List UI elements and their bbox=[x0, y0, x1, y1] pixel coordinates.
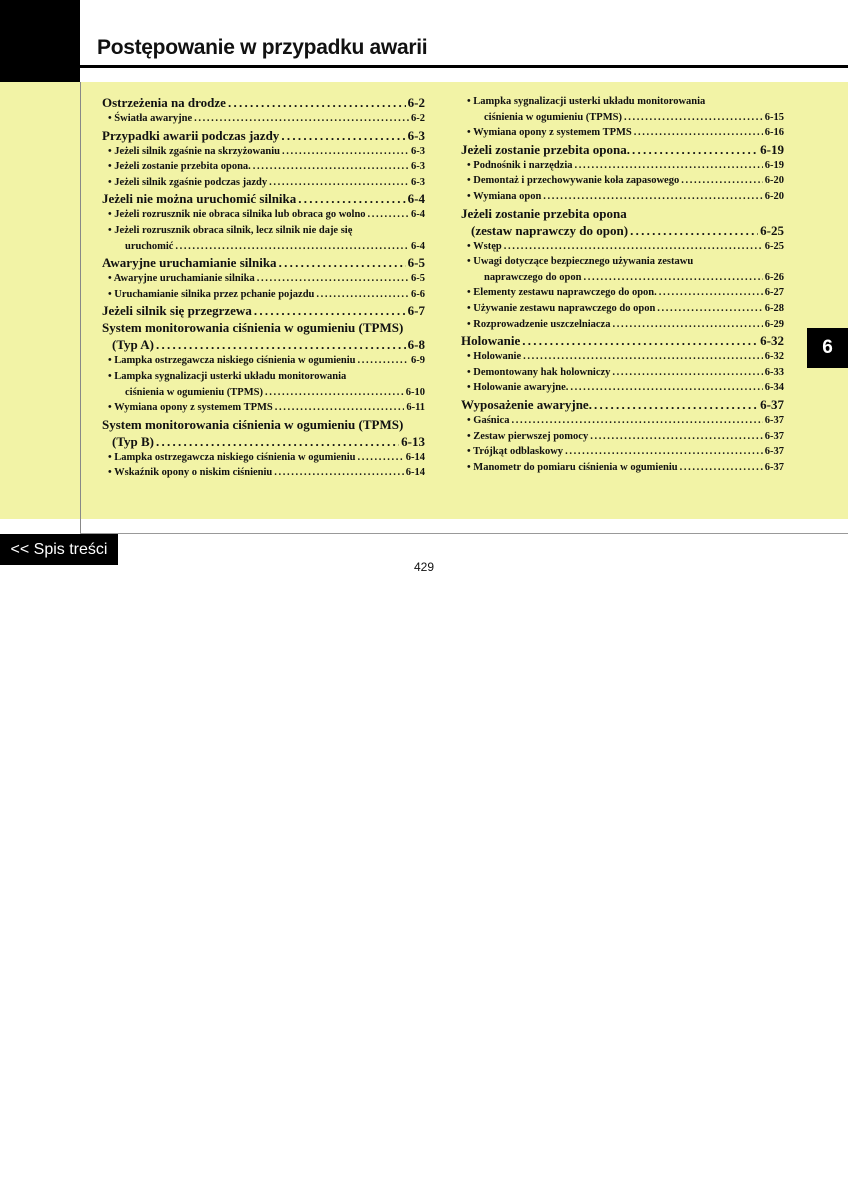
toc-subentry[interactable] bbox=[102, 450, 425, 466]
toc-page-number: 6-3 bbox=[411, 176, 425, 188]
dot-leader bbox=[358, 353, 409, 369]
toc-entry-title: uruchomić bbox=[125, 240, 174, 252]
dot-leader bbox=[594, 396, 758, 413]
toc-entry-title: (Typ A) bbox=[112, 337, 155, 353]
dot-leader bbox=[612, 365, 762, 381]
toc-subentry[interactable] bbox=[461, 270, 784, 286]
toc-section-entry[interactable] bbox=[102, 190, 425, 207]
toc-page-number: 6-33 bbox=[764, 366, 784, 378]
dot-leader bbox=[504, 239, 763, 255]
toc-page-number: 6-8 bbox=[407, 337, 425, 353]
toc-entry-title: • Manometr do pomiaru ciśnienia w ogumieniu bbox=[467, 461, 678, 473]
toc-entry-title: • Jeżeli silnik zgaśnie na skrzyżowaniu bbox=[108, 145, 280, 157]
toc-page-number: 6-3 bbox=[411, 161, 425, 173]
toc-subentry[interactable] bbox=[461, 239, 784, 255]
toc-entry-title: • Rozprowadzenie uszczelniacza bbox=[467, 318, 611, 330]
toc-subentry[interactable] bbox=[461, 317, 784, 333]
toc-entry-title: (zestaw naprawczy do opon) bbox=[471, 222, 629, 238]
toc-page-number: 6-37 bbox=[764, 446, 784, 458]
toc-entry-title: • Światła awaryjne bbox=[108, 113, 193, 124]
toc-subentry[interactable] bbox=[461, 380, 784, 396]
dot-leader bbox=[281, 127, 405, 144]
dot-leader bbox=[570, 380, 762, 396]
toc-entry-title: • Gaśnica bbox=[467, 414, 510, 426]
toc-subentry[interactable] bbox=[102, 159, 425, 175]
toc-subentry[interactable] bbox=[461, 285, 784, 301]
toc-entry-title: ciśnienia w ogumieniu (TPMS) bbox=[484, 111, 622, 123]
toc-subentry bbox=[102, 223, 425, 239]
toc-page-number: 6-19 bbox=[760, 141, 784, 157]
dot-leader bbox=[156, 336, 406, 353]
toc-entry-title: • Lampka ostrzegawcza niskiego ciśnienia w ogumieniu bbox=[108, 451, 356, 463]
dot-leader bbox=[632, 141, 758, 158]
toc-page-number: 6-6 bbox=[411, 288, 425, 300]
toc-subentry bbox=[102, 369, 425, 385]
dot-leader bbox=[634, 125, 763, 141]
dot-leader bbox=[590, 429, 763, 445]
toc-page-number: 6-4 bbox=[411, 209, 425, 221]
toc-entry-title: • Uwagi dotyczące bezpiecznego używania zestawu bbox=[467, 256, 694, 268]
toc-page-number: 6-37 bbox=[764, 414, 784, 426]
dot-leader bbox=[194, 111, 409, 127]
dot-leader bbox=[275, 400, 405, 416]
toc-entry-title: • Elementy zestawu naprawczego do opon. bbox=[467, 287, 657, 299]
toc-entry-title: • Podnośnik i narzędzia bbox=[467, 159, 573, 171]
toc-entry-title: Przypadki awarii podczas jazdy bbox=[102, 127, 280, 143]
toc-page-number: 6-20 bbox=[764, 190, 784, 202]
toc-subentry[interactable] bbox=[461, 460, 784, 476]
toc-subentry[interactable] bbox=[102, 385, 425, 401]
toc-section-entry[interactable] bbox=[461, 396, 784, 413]
page-number: 429 bbox=[413, 560, 435, 574]
toc-section-entry[interactable] bbox=[102, 302, 425, 319]
toc-subentry[interactable] bbox=[461, 173, 784, 189]
dot-leader bbox=[523, 349, 763, 365]
toc-entry-title: • Lampka ostrzegawcza niskiego ciśnienia w ogumieniu bbox=[108, 355, 356, 367]
dot-leader bbox=[265, 385, 404, 401]
header-rule bbox=[80, 65, 848, 68]
toc-page-number: 6-4 bbox=[407, 191, 425, 207]
dot-leader bbox=[543, 189, 762, 205]
toc-page-number: 6-2 bbox=[407, 95, 425, 110]
toc-entry-title: • Jeżeli silnik zgaśnie podczas jazdy bbox=[108, 176, 268, 188]
toc-section-entry[interactable] bbox=[102, 254, 425, 271]
chapter-tab[interactable]: 6 bbox=[807, 328, 848, 368]
dot-leader bbox=[522, 332, 758, 349]
dot-leader bbox=[253, 159, 409, 175]
toc-page-number: 6-11 bbox=[406, 402, 425, 414]
toc-entry-title: • Jeżeli rozrusznik obraca silnik, lecz silnik nie daje się bbox=[108, 224, 353, 236]
dot-leader bbox=[657, 301, 762, 317]
toc-section-entry[interactable] bbox=[461, 141, 784, 158]
toc-section-entry[interactable] bbox=[461, 332, 784, 349]
toc-entry-title: System monitorowania ciśnienia w ogumieniu (TPMS) bbox=[102, 416, 404, 432]
toc-subentry[interactable] bbox=[102, 271, 425, 287]
dot-leader bbox=[316, 287, 409, 303]
toc-page-number: 6-32 bbox=[764, 351, 784, 363]
toc-entry-title: • Wskaźnik opony o niskim ciśnieniu bbox=[108, 467, 273, 479]
toc-entry-title: • Wymiana opony z systemem TPMS bbox=[108, 402, 273, 414]
toc-page-number: 6-37 bbox=[760, 396, 784, 412]
toc-page-number: 6-34 bbox=[764, 382, 784, 394]
toc-page-number: 6-4 bbox=[411, 240, 425, 252]
toc-entry-title: Ostrzeżenia na drodze bbox=[102, 95, 226, 110]
toc-subentry[interactable] bbox=[102, 353, 425, 369]
toc-section-entry[interactable] bbox=[102, 336, 425, 353]
toc-entry-title: • Demontowany hak holowniczy bbox=[467, 366, 611, 378]
corner-block bbox=[0, 0, 80, 82]
toc-entry-title: • Zestaw pierwszej pomocy bbox=[467, 430, 589, 442]
toc-page-number: 6-19 bbox=[764, 159, 784, 171]
toc-subentry[interactable] bbox=[461, 444, 784, 460]
panel-bottom-rule bbox=[80, 533, 848, 534]
toc-subentry[interactable] bbox=[102, 111, 425, 127]
dot-leader bbox=[156, 433, 399, 450]
toc-page-number: 6-5 bbox=[411, 273, 425, 285]
toc-page-number: 6-9 bbox=[411, 355, 425, 367]
toc-subentry[interactable] bbox=[102, 239, 425, 255]
dot-leader bbox=[630, 222, 758, 239]
toc-entry-title: • Holowanie awaryjne. bbox=[467, 382, 569, 394]
dot-leader bbox=[274, 465, 404, 481]
toc-entry-title: Jeżeli zostanie przebita opona bbox=[461, 205, 627, 221]
toc-entry-title: • Lampka sygnalizacji usterki układu monitorowania bbox=[467, 96, 706, 107]
toc-subentry[interactable] bbox=[461, 301, 784, 317]
dot-leader bbox=[612, 317, 762, 333]
toc-page-number: 6-14 bbox=[405, 451, 425, 463]
toc-page-number: 6-37 bbox=[764, 430, 784, 442]
toc-entry-title: System monitorowania ciśnienia w ogumieniu (TPMS) bbox=[102, 320, 404, 336]
toc-entry-title: Wyposażenie awaryjne. bbox=[461, 396, 592, 412]
toc-page-number: 6-27 bbox=[764, 287, 784, 299]
dot-leader bbox=[269, 175, 409, 191]
toc-entry-title: ciśnienia w ogumieniu (TPMS) bbox=[125, 386, 263, 398]
toc-entry-title: • Demontaż i przechowywanie koła zapasowego bbox=[467, 175, 680, 187]
toc-subentry[interactable] bbox=[461, 365, 784, 381]
toc-section-entry bbox=[102, 319, 425, 336]
toc-subentry[interactable] bbox=[461, 189, 784, 205]
dot-leader bbox=[257, 271, 409, 287]
page-title: Postępowanie w przypadku awarii bbox=[97, 36, 428, 59]
toc-entry-title: • Wymiana opon bbox=[467, 190, 542, 202]
toc-page-number: 6-29 bbox=[764, 318, 784, 330]
dot-leader bbox=[511, 413, 762, 429]
toc-subentry[interactable] bbox=[461, 125, 784, 141]
toc-column-right bbox=[461, 94, 784, 475]
toc-subentry[interactable] bbox=[461, 349, 784, 365]
toc-subentry[interactable] bbox=[102, 144, 425, 160]
toc-page-number: 6-37 bbox=[764, 461, 784, 473]
toc-subentry[interactable] bbox=[102, 175, 425, 191]
toc-entry-title: • Holowanie bbox=[467, 351, 522, 363]
toc-subentry[interactable] bbox=[461, 413, 784, 429]
toc-entry-title: • Wymiana opony z systemem TPMS bbox=[467, 127, 632, 139]
toc-entry-title: • Lampka sygnalizacji usterki układu monitorowania bbox=[108, 370, 347, 382]
toc-entry-title: • Awaryjne uruchamianie silnika bbox=[108, 273, 255, 285]
toc-entry-title: Jeżeli silnik się przegrzewa bbox=[102, 303, 252, 319]
toc-page-number: 6-13 bbox=[401, 433, 425, 449]
toc-page-number: 6-7 bbox=[407, 303, 425, 319]
toc-subentry[interactable] bbox=[102, 207, 425, 223]
toc-page-number: 6-16 bbox=[764, 127, 784, 139]
toc-page-number: 6-10 bbox=[405, 386, 425, 398]
dot-leader bbox=[624, 110, 763, 126]
toc-subentry[interactable] bbox=[102, 287, 425, 303]
toc-column-left bbox=[102, 94, 425, 481]
toc-entry-title: • Trójkąt odblaskowy bbox=[467, 446, 564, 458]
toc-entry-title: • Używanie zestawu naprawczego do opon bbox=[467, 302, 656, 314]
dot-leader bbox=[175, 239, 409, 255]
toc-page-number: 6-15 bbox=[764, 111, 784, 123]
toc-page-number: 6-25 bbox=[764, 240, 784, 252]
dot-leader bbox=[574, 158, 762, 174]
dot-leader bbox=[368, 207, 409, 223]
toc-entry-title: (Typ B) bbox=[112, 433, 155, 449]
toc-page-number: 6-14 bbox=[405, 467, 425, 479]
toc-page-number: 6-32 bbox=[760, 333, 784, 349]
toc-subentry[interactable] bbox=[102, 465, 425, 481]
toc-subentry[interactable] bbox=[461, 429, 784, 445]
table-of-contents-link[interactable]: << Spis treści bbox=[0, 534, 118, 565]
toc-page-number: 6-26 bbox=[764, 271, 784, 283]
toc-page-number: 6-20 bbox=[764, 175, 784, 187]
toc-entry-title: naprawczego do opon bbox=[484, 271, 582, 283]
toc-entry-title: Jeżeli nie można uruchomić silnika bbox=[102, 191, 297, 207]
toc-subentry[interactable] bbox=[102, 400, 425, 416]
dot-leader bbox=[680, 460, 763, 476]
toc-entry-title: Jeżeli zostanie przebita opona. bbox=[461, 141, 630, 157]
toc-section-entry[interactable] bbox=[102, 433, 425, 450]
toc-subentry[interactable] bbox=[461, 158, 784, 174]
toc-entry-title: • Uruchamianie silnika przez pchanie pojazdu bbox=[108, 288, 315, 300]
dot-leader bbox=[565, 444, 763, 460]
dot-leader bbox=[279, 254, 406, 271]
dot-leader bbox=[681, 173, 763, 189]
toc-subentry bbox=[461, 94, 784, 110]
dot-leader bbox=[358, 450, 404, 466]
toc-section-entry[interactable] bbox=[102, 127, 425, 144]
toc-entry-title: • Jeżeli rozrusznik nie obraca silnika lub obraca go wolno bbox=[108, 209, 366, 221]
toc-page-number: 6-5 bbox=[407, 255, 425, 271]
toc-entry-title: Holowanie bbox=[461, 333, 521, 349]
toc-entry-title: • Jeżeli zostanie przebita opona. bbox=[108, 161, 251, 173]
dot-leader bbox=[228, 94, 406, 111]
toc-page-number: 6-28 bbox=[764, 302, 784, 314]
toc-section-entry[interactable] bbox=[102, 94, 425, 111]
toc-page-number: 6-3 bbox=[411, 145, 425, 157]
dot-leader bbox=[254, 302, 406, 319]
panel-left-rule bbox=[80, 82, 81, 534]
dot-leader bbox=[583, 270, 762, 286]
toc-page-number: 6-25 bbox=[760, 222, 784, 238]
toc-subentry[interactable] bbox=[461, 110, 784, 126]
dot-leader bbox=[298, 190, 405, 207]
toc-section-entry[interactable] bbox=[461, 222, 784, 239]
toc-section-entry bbox=[461, 205, 784, 222]
toc-section-entry bbox=[102, 416, 425, 433]
toc-page-number: 6-3 bbox=[407, 127, 425, 143]
dot-leader bbox=[282, 144, 409, 160]
toc-subentry bbox=[461, 254, 784, 270]
toc-entry-title: Awaryjne uruchamianie silnika bbox=[102, 255, 277, 271]
toc-page-number: 6-2 bbox=[411, 113, 425, 124]
dot-leader bbox=[659, 285, 763, 301]
toc-entry-title: • Wstęp bbox=[467, 240, 502, 252]
